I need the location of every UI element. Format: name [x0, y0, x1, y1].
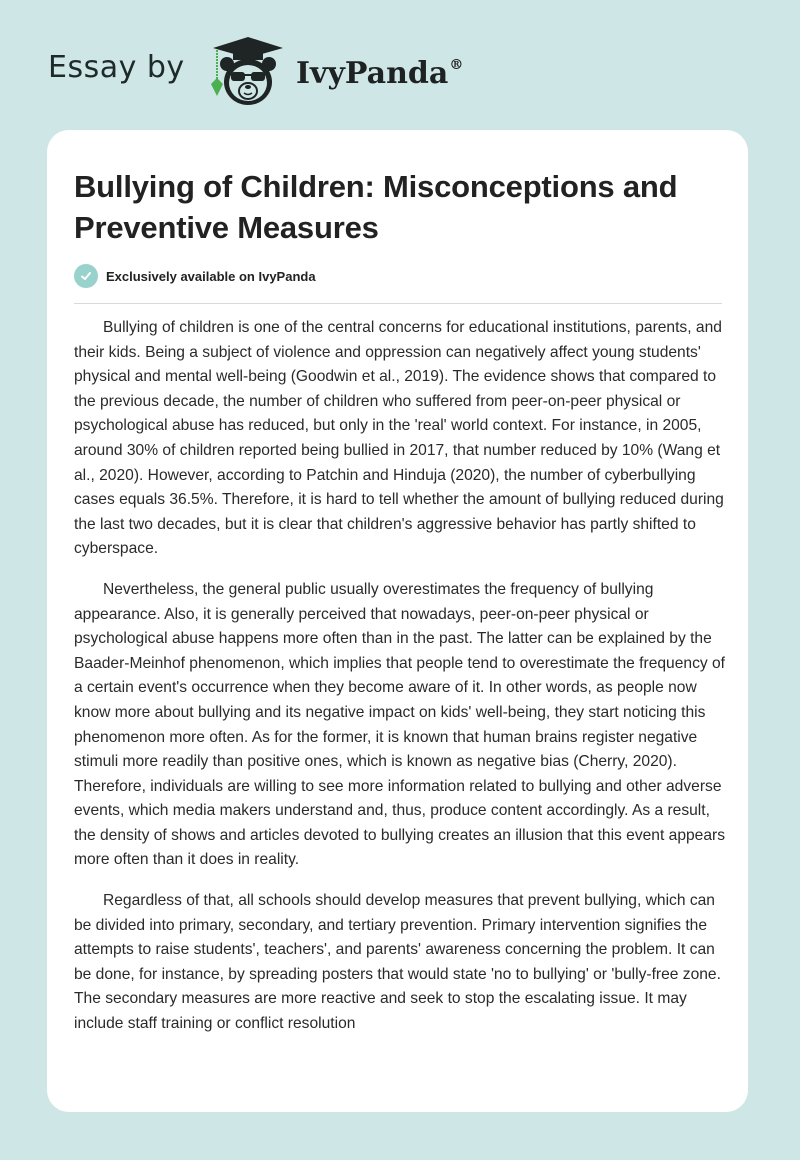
essay-paragraph: Regardless of that, all schools should develop measures that prevent bullying, which can be divided into primary, secondary, and tertiary prevention. Primary intervention signifies the attempts to raise students', teachers', and parents' awareness concerning the problem. It can be done, for instance, by spreading posters that would state 'no to bullying' or 'bully-free zone. The secondary measures are more reactive and seek to stop the escalating issue. It may include staff training or conflict resolution — [74, 892, 721, 1033]
essay-by-label: Essay by — [48, 50, 185, 85]
essay-title: Bullying of Children: Misconceptions and Preventive Measures — [74, 169, 678, 245]
brand-logo-text[interactable]: IvyPanda® — [296, 56, 464, 91]
essay-body — [74, 316, 725, 1053]
exclusive-badge-label: Exclusively available on IvyPanda — [106, 268, 316, 284]
essay-paragraph: Nevertheless, the general public usually overestimates the frequency of bullying appearance. Also, it is generally perceived that nowadays, peer-on-peer physical or psychological abuse happens more often than in the past. The latter can be explained by the Baader-Meinhof phenomenon, which implies that people tend to overestimate the frequency of a certain event's occurrence when they become aware of it. In other words, as people now know more about bullying and its negative impact on kids' well-being, they start noticing this phenomenon more often. As for the former, it is known that human brains register negative stimuli more readily than positive ones, which is known as negative bias (Cherry, 2020). Therefore, individuals are willing to see more information related to bullying and other adverse events, which media makers understand and, thus, produce content accordingly. As a result, the density of shows and articles devoted to bullying creates an illusion that this event appears more often than it does in reality. — [74, 580, 726, 869]
title-divider — [74, 303, 722, 304]
check-circle-icon — [74, 264, 98, 288]
essay-card — [47, 130, 748, 1112]
panda-graduate-icon[interactable] — [203, 36, 293, 108]
essay-paragraph: Bullying of children is one of the central concerns for educational institutions, parents, and their kids. Being a subject of violence and oppression can negatively affect young students' physical and mental well-being (Goodwin et al., 2019). The evidence shows that compared to the previous decade, the number of children who suffered from peer-on-peer physical or psychological abuse has reduced, but only in the 'real' world context. For instance, in 2005, around 30% of children reported being bullied in 2017, that number reduced by 10% (Wang et al., 2020). However, according to Patchin and Hinduja (2020), the number of cyberbullying cases equals 36.5%. Therefore, it is hard to tell whether the amount of bullying reduced during the last two decades, but it is clear that children's aggressive behavior has partly shifted to cyberspace. — [74, 319, 724, 558]
exclusive-badge — [74, 264, 316, 288]
site-header — [0, 0, 800, 130]
